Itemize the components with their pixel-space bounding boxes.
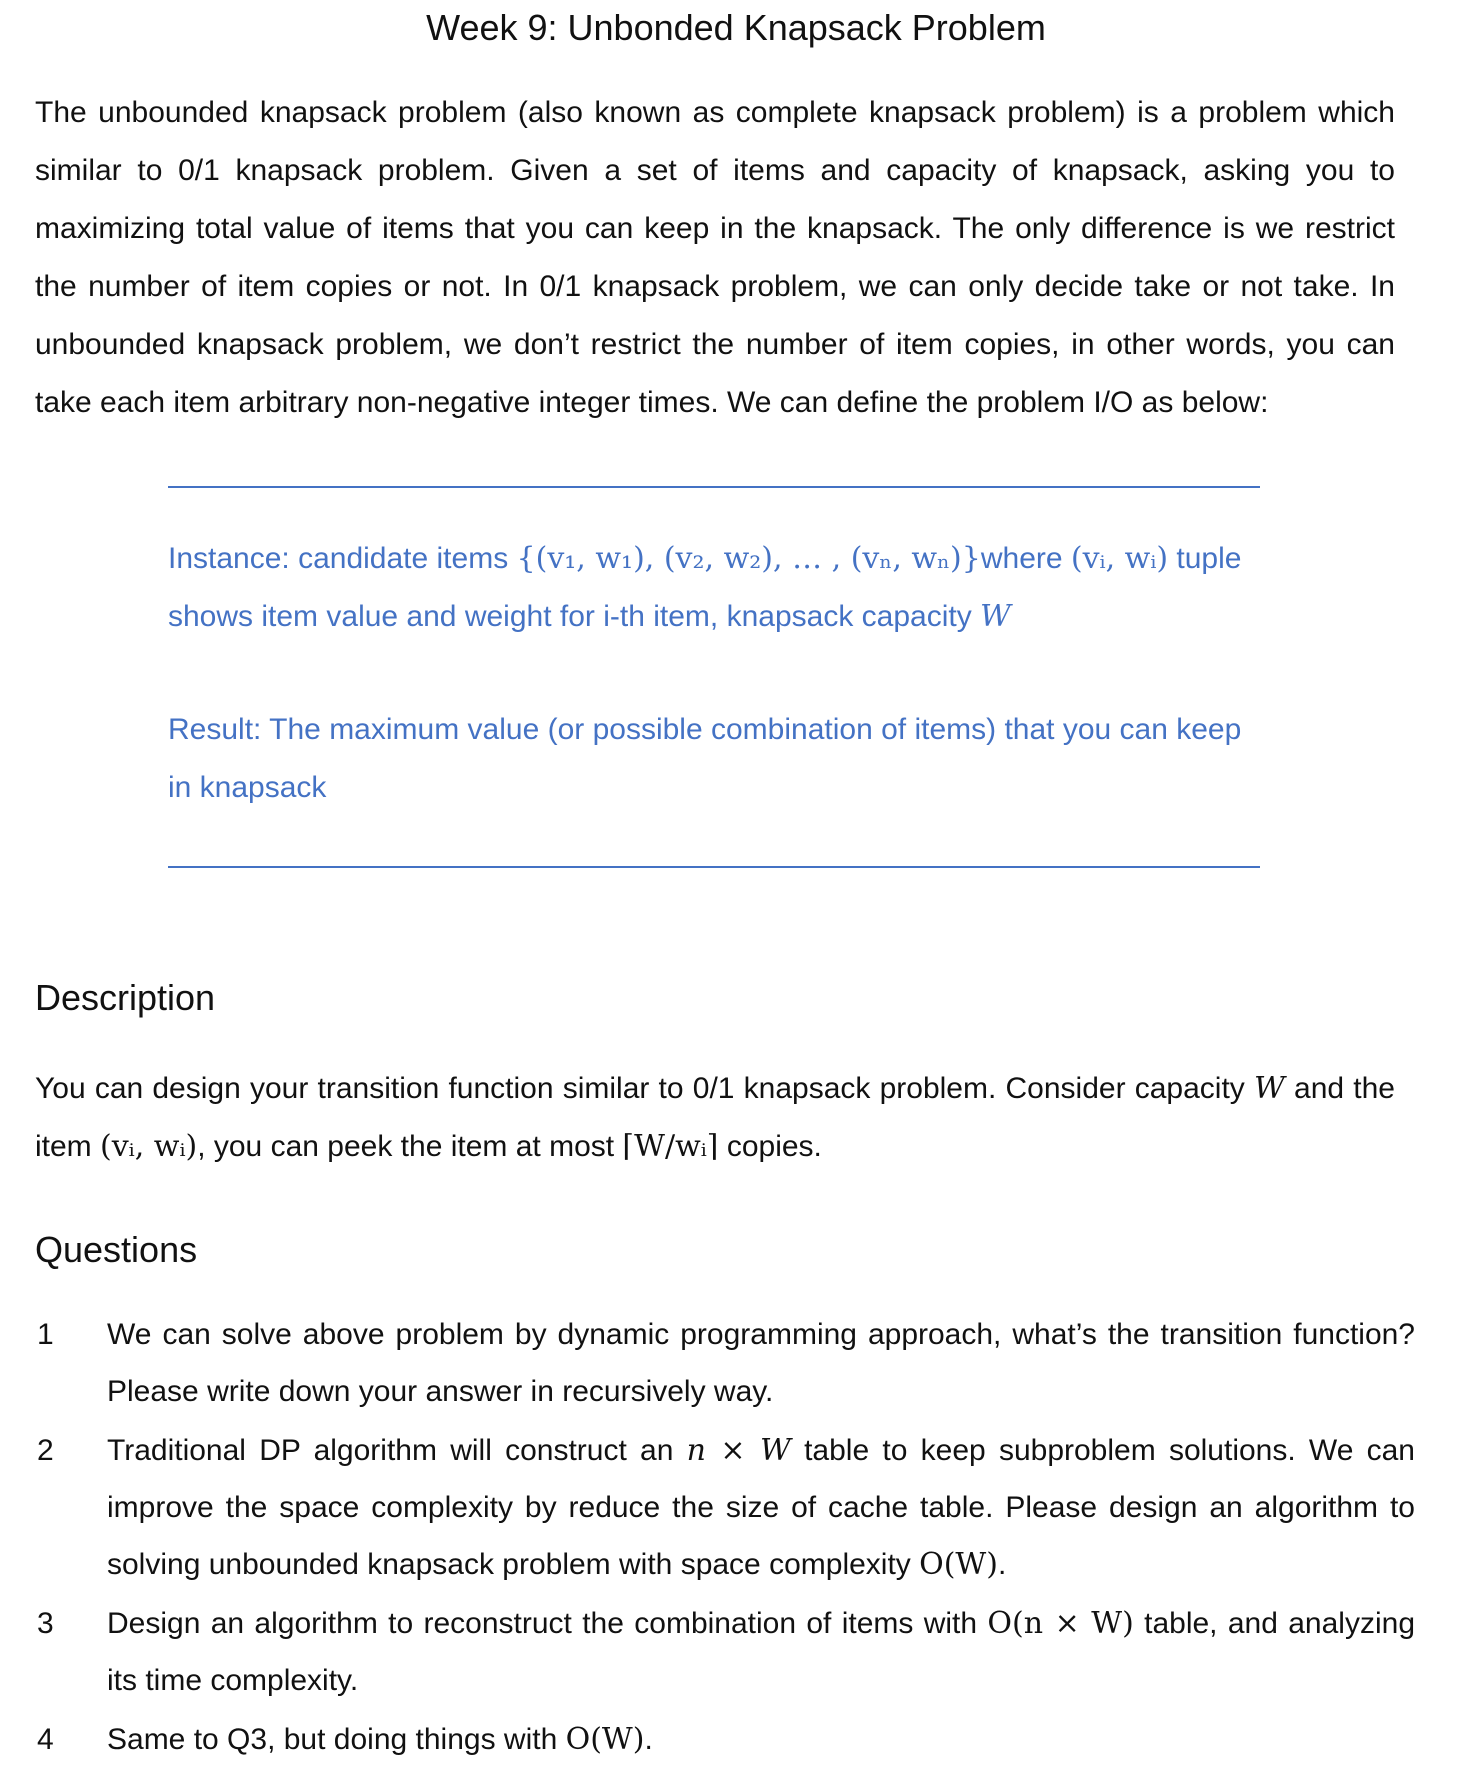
io-instance: [168, 530, 1268, 646]
io-instance-prefix: Instance: candidate items: [168, 542, 517, 575]
question-number: 4: [37, 1723, 54, 1756]
question-item-3: [35, 1595, 1415, 1709]
description-capacity: W: [1254, 1071, 1285, 1106]
question-item-1: [35, 1306, 1415, 1420]
description-paragraph: [35, 1060, 1395, 1176]
question-number: 2: [37, 1434, 54, 1467]
io-bottom-rule: [168, 866, 1260, 868]
question-3-text-1: Design an algorithm to reconstruct the combination of items with: [107, 1607, 988, 1640]
io-instance-where: where: [980, 542, 1071, 575]
io-instance-tuple: (vᵢ, wᵢ): [1070, 541, 1169, 576]
description-text-3: , you can peek the item at most: [197, 1130, 623, 1163]
question-item-4: [35, 1711, 1415, 1768]
question-2-text-2: table to keep subproblem solutions. We can improve the space complexity by reduce the size of cache table. Please design an algorithm to solving unbounded knapsack problem with space complexity: [107, 1434, 1415, 1581]
question-number: 1: [37, 1318, 54, 1351]
io-instance-suffix: tuple shows item value and weight for i-th item, knapsack capacity: [168, 542, 1242, 633]
io-top-rule: [168, 486, 1260, 488]
question-text: [107, 1595, 1415, 1709]
question-text: [107, 1711, 1415, 1768]
question-4-text-1: Same to Q3, but doing things with: [107, 1723, 566, 1756]
description-heading: Description: [35, 977, 216, 1018]
description-bound: ⌈W/wᵢ⌉: [622, 1129, 719, 1164]
question-number: 3: [37, 1607, 54, 1640]
question-2-text-1: Traditional DP algorithm will construct an: [107, 1434, 687, 1467]
question-4-text-2: .: [644, 1723, 653, 1756]
description-item: (vᵢ, wᵢ): [100, 1129, 198, 1164]
io-instance-capacity: W: [980, 599, 1011, 634]
question-3-math-1: O(n × W): [987, 1606, 1134, 1641]
question-3-text-2: table, and analyzing its time complexity.: [107, 1607, 1416, 1697]
questions-heading: Questions: [35, 1229, 198, 1270]
io-instance-set: {(v₁, w₁), (v₂, w₂), … , (vₙ, wₙ)}: [516, 541, 981, 576]
question-2-math-1: n × W: [686, 1433, 791, 1468]
question-2-text-3: .: [997, 1548, 1007, 1581]
page-title: Week 9: Unbonded Knapsack Problem: [426, 7, 1046, 48]
question-2-math-2: O(W): [919, 1547, 998, 1582]
question-item-2: [35, 1422, 1415, 1593]
intro-paragraph: The unbounded knapsack problem (also known as complete knapsack problem) is a problem which similar to 0/1 knapsack problem. Given a set of items and capacity of knapsack, asking you to maximizing total value of items that you can keep in the knapsack. The only difference is we restrict the number of item copies or not. In 0/1 knapsack problem, we can only decide take or not take. In unbounded knapsack problem, we don’t restrict the number of item copies, in other words, you can take each item arbitrary non-negative integer times. We can define the problem I/O as below:: [35, 96, 1395, 419]
question-4-math-1: O(W): [565, 1722, 645, 1757]
questions-list: [35, 1306, 1415, 1770]
question-text: We can solve above problem by dynamic programming approach, what’s the transition function? Please write down your answer in recursively way.: [107, 1318, 1415, 1408]
io-result: Result: The maximum value (or possible combination of items) that you can keep in knapsack: [168, 713, 1242, 804]
description-text-1: You can design your transition function similar to 0/1 knapsack problem. Consider capacity: [35, 1072, 1254, 1105]
question-text: [107, 1422, 1415, 1593]
description-text-4: copies.: [718, 1130, 822, 1163]
description-text-2: and the item: [35, 1072, 1395, 1163]
